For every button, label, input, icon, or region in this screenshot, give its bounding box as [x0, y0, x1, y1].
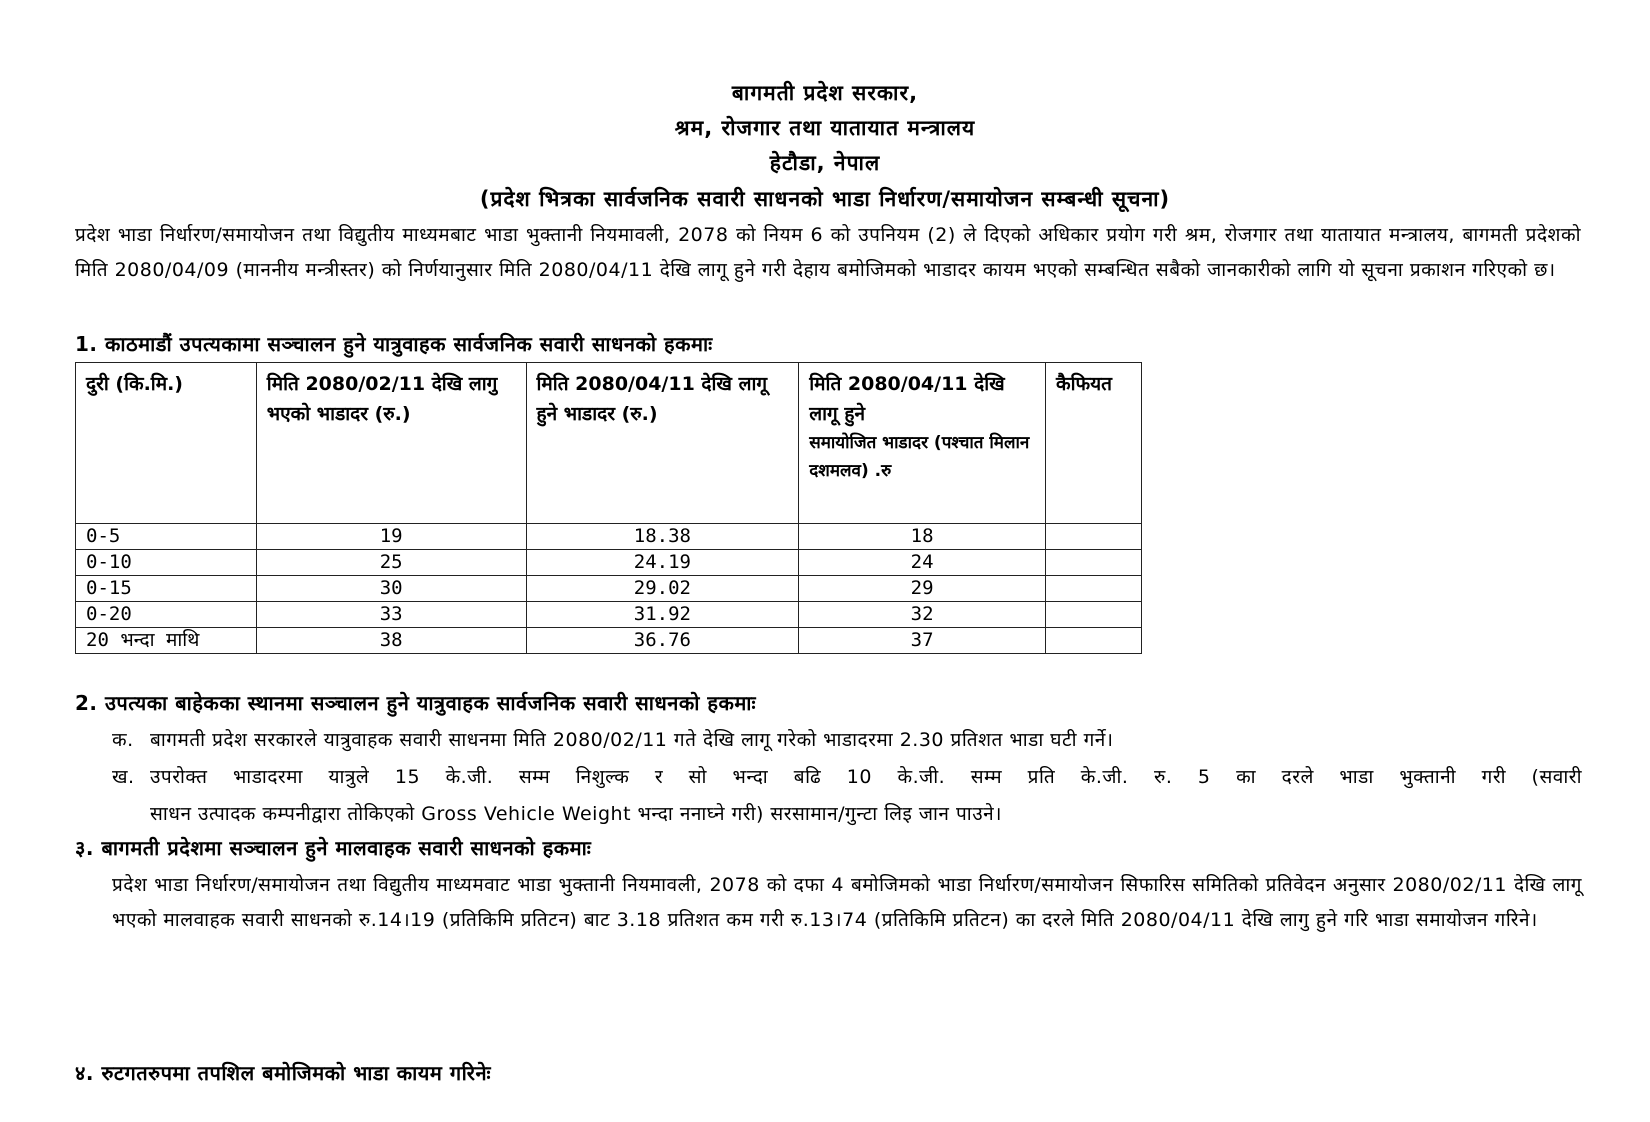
header-location: हेटौडा, नेपाल [769, 151, 881, 175]
cell-new-rate: 24.19 [526, 550, 799, 576]
header-adjusted-rate [799, 363, 1046, 524]
header-adjusted-rate-line-b: समायोजित भाडादर (पश्चात मिलान दशमलव) .रु [809, 433, 1030, 481]
cell-distance: 0-5 [76, 524, 257, 550]
table-row [76, 602, 1142, 628]
cell-remarks [1046, 550, 1142, 576]
cell-distance: 20 भन्दा माथि [76, 628, 257, 654]
header-government: बागमती प्रदेश सरकार, [731, 81, 919, 105]
cell-adjusted-rate: 37 [799, 628, 1046, 654]
cell-old-rate: 33 [256, 602, 526, 628]
cell-remarks [1046, 602, 1142, 628]
cell-new-rate: 36.76 [526, 628, 799, 654]
header-adjusted-rate-line-a: मिति 2080/04/11 देखि लागू हुने [809, 373, 1005, 425]
item-ka-label: क. [112, 729, 134, 751]
cell-distance: 0-20 [76, 602, 257, 628]
table-row [76, 524, 1142, 550]
cell-remarks [1046, 628, 1142, 654]
header-old-rate: मिति 2080/02/11 देखि लागु भएको भाडादर (रु.) [256, 363, 526, 524]
section-3-title: ३. बागमती प्रदेशमा सञ्चालन हुने मालवाहक सवारी साधनको हकमाः [75, 836, 592, 860]
cell-adjusted-rate: 29 [799, 576, 1046, 602]
header-notice-title: (प्रदेश भित्रका सार्वजनिक सवारी साधनको भाडा निर्धारण/समायोजन सम्बन्धी सूचना) [479, 187, 1171, 211]
header-ministry: श्रम, रोजगार तथा यातायात मन्त्रालय [674, 116, 976, 140]
cell-old-rate: 38 [256, 628, 526, 654]
header-remarks: कैफियत [1046, 363, 1142, 524]
table-row [76, 550, 1142, 576]
cell-old-rate: 30 [256, 576, 526, 602]
section-2-item-kha-continued [112, 797, 1582, 832]
cell-adjusted-rate: 32 [799, 602, 1046, 628]
cell-remarks [1046, 576, 1142, 602]
section-1-title: 1. काठमाडौं उपत्यकामा सञ्चालन हुने यात्रुवाहक सार्वजनिक सवारी साधनको हकमाः [75, 332, 713, 356]
section-2-item-ka [112, 723, 1582, 758]
table-row [76, 628, 1142, 654]
item-kha-text-line1: उपरोक्त भाडादरमा यात्रुले 15 के.जी. सम्म निशुल्क र सो भन्दा बढि 10 के.जी. सम्म प्रति के.जी. रु. 5 का दरले भाडा भुक्तानी गरी (सवारी [150, 766, 1582, 788]
table-row [76, 576, 1142, 602]
fare-table-header-row [76, 363, 1142, 524]
cell-remarks [1046, 524, 1142, 550]
cell-adjusted-rate: 18 [799, 524, 1046, 550]
header-distance: दुरी (कि.मि.) [76, 363, 257, 524]
cell-new-rate: 29.02 [526, 576, 799, 602]
cell-distance: 0-10 [76, 550, 257, 576]
cell-old-rate: 25 [256, 550, 526, 576]
section-2-item-kha [112, 760, 1582, 795]
intro-paragraph: प्रदेश भाडा निर्धारण/समायोजन तथा विद्युतीय माध्यमबाट भाडा भुक्तानी नियमावली, 2078 को नियम 6 को उपनियम (2) ले दिएको अधिकार प्रयोग गरी श्रम, रोजगार तथा यातायात मन्त्रालय, बागमती प्रदेशको मिति 2080/04/09 (माननीय मन्त्रीस्तर) को निर्णयानुसार मिति 2080/04/11 देखि लागू हुने गरी देहाय बमोजिमको भाडादर कायम भएको सम्बन्धित सबैको जानकारीको लागि यो सूचना प्रकाशन गरिएको छ। [75, 224, 1581, 281]
cell-adjusted-rate: 24 [799, 550, 1046, 576]
cell-new-rate: 31.92 [526, 602, 799, 628]
header-new-rate: मिति 2080/04/11 देखि लागू हुने भाडादर (रु.) [526, 363, 799, 524]
cell-distance: 0-15 [76, 576, 257, 602]
section-2-title: 2. उपत्यका बाहेकका स्थानमा सञ्चालन हुने यात्रुवाहक सार्वजनिक सवारी साधनको हकमाः [75, 691, 757, 715]
item-kha-text-line2: साधन उत्पादक कम्पनीद्वारा तोकिएको Gross Vehicle Weight भन्दा ननाघ्ने गरी) सरसामान/गुन्टा लिइ जान पाउने। [150, 803, 1002, 825]
cell-new-rate: 18.38 [526, 524, 799, 550]
cell-old-rate: 19 [256, 524, 526, 550]
section-4-title: ४. रुटगतरुपमा तपशिल बमोजिमको भाडा कायम गरिनेः [75, 1061, 492, 1085]
fare-table [75, 362, 1142, 654]
item-kha-label: ख. [112, 766, 135, 788]
section-3-body: प्रदेश भाडा निर्धारण/समायोजन तथा विद्युतीय माध्यमवाट भाडा भुक्तानी नियमावली, 2078 को दफा 4 बमोजिमको भाडा निर्धारण/समायोजन सिफारिस समितिको प्रतिवेदन अनुसार 2080/02/11 देखि लागू भएको मालवाहक सवारी साधनको रु.14।19 (प्रतिकिमि प्रतिटन) बाट 3.18 प्रतिशत कम गरी रु.13।74 (प्रतिकिमि प्रतिटन) का दरले मिति 2080/04/11 देखि लागु हुने गरि भाडा समायोजन गरिने। [112, 874, 1582, 931]
item-ka-text: बागमती प्रदेश सरकारले यात्रुवाहक सवारी साधनमा मिति 2080/02/11 गते देखि लागू गरेको भाडादरमा 2.30 प्रतिशत भाडा घटी गर्ने। [150, 729, 1114, 751]
